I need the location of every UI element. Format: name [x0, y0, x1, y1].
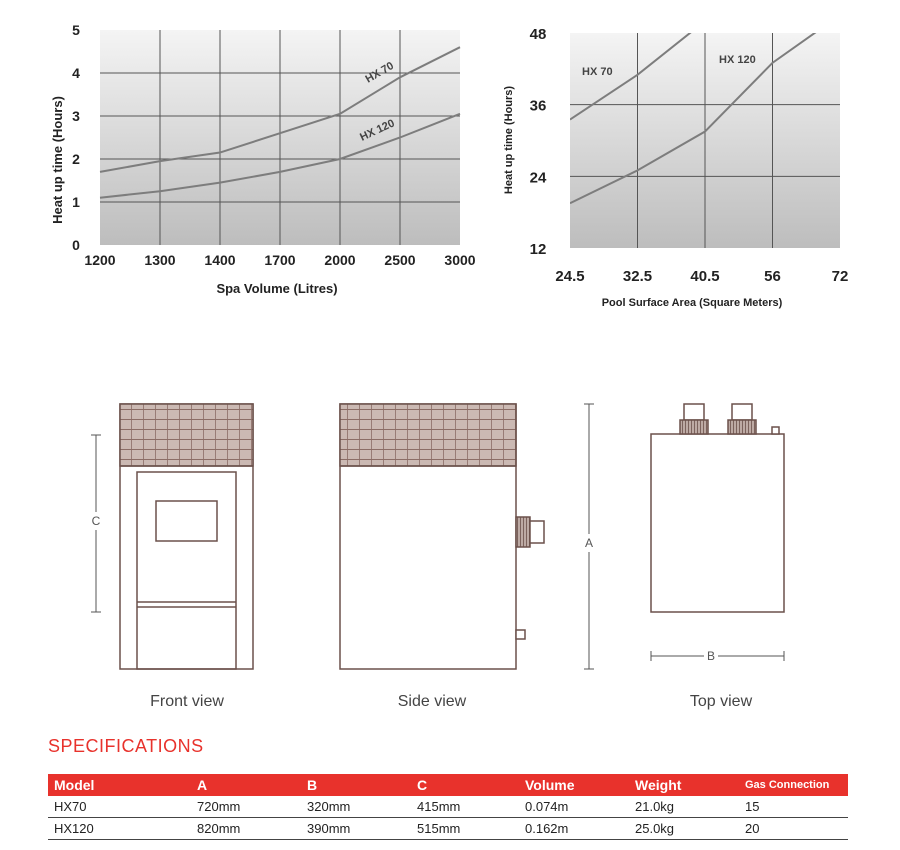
- y-tick-label: 1: [72, 194, 80, 210]
- cell-weight: 21.0kg: [629, 796, 739, 818]
- dimension-b: [651, 651, 784, 661]
- cell-a: 820mm: [191, 818, 301, 840]
- cell-c: 415mm: [411, 796, 519, 818]
- y-tick-label: 0: [72, 237, 80, 253]
- y-axis-label: Heat up time (Hours): [50, 96, 65, 224]
- cell-model: HX120: [48, 818, 191, 840]
- side-view-caption: Side view: [397, 693, 467, 710]
- y-tick-label: 12: [529, 241, 547, 258]
- y-tick-label: 36: [529, 97, 547, 115]
- table-row: [48, 796, 848, 818]
- y-tick-label: 3: [72, 108, 80, 124]
- x-tick-label: 72: [831, 268, 849, 285]
- series-label-hx120: HX 120: [719, 54, 756, 66]
- x-tick-label: 56: [764, 268, 781, 285]
- x-tick-label: 1200: [84, 252, 116, 268]
- x-tick-label: 32.5: [622, 268, 653, 285]
- header-volume: Volume: [519, 774, 629, 796]
- x-axis-label: Pool Surface Area (Square Meters): [601, 297, 783, 309]
- cell-a: 720mm: [191, 796, 301, 818]
- header-gas-connection: Gas Connection: [739, 774, 848, 796]
- specifications-heading: SPECIFICATIONS: [48, 736, 204, 756]
- cell-c: 515mm: [411, 818, 519, 840]
- series-label-hx70: HX 70: [363, 59, 396, 86]
- y-tick-label: 48: [529, 26, 547, 43]
- series-label-hx120: HX 120: [358, 117, 397, 144]
- y-tick-label: 2: [72, 151, 80, 167]
- y-tick-label: 5: [72, 22, 80, 38]
- x-tick-label: 3000: [444, 252, 476, 268]
- cell-volume: 0.162m: [519, 818, 629, 840]
- x-tick-label: 1400: [204, 252, 236, 268]
- cell-model: HX70: [48, 796, 191, 818]
- spa-chart: [0, 0, 490, 305]
- y-tick-label: 24: [529, 169, 547, 187]
- y-tick-label: 4: [72, 65, 80, 81]
- pool-chart: [490, 0, 900, 320]
- top-view-caption: Top view: [689, 693, 753, 710]
- technical-drawings: [0, 390, 900, 720]
- dimension-c-label: C: [91, 514, 101, 528]
- front-view: [120, 404, 253, 669]
- side-view: [340, 404, 544, 669]
- x-tick-label: 1700: [264, 252, 296, 268]
- x-axis-label: Spa Volume (Litres): [216, 281, 338, 296]
- dimension-a-label: A: [584, 536, 594, 550]
- x-tick-label: 1300: [144, 252, 176, 268]
- front-view-caption: Front view: [150, 693, 224, 710]
- header-a: A: [191, 774, 301, 796]
- x-tick-label: 24.5: [555, 268, 585, 285]
- header-c: C: [411, 774, 519, 796]
- table-header-row: [48, 774, 848, 796]
- cell-gas-connection: 15: [739, 796, 848, 818]
- cell-gas-connection: 20: [739, 818, 848, 840]
- cell-weight: 25.0kg: [629, 818, 739, 840]
- x-tick-label: 2500: [384, 252, 416, 268]
- table-row: [48, 818, 848, 840]
- cell-volume: 0.074m: [519, 796, 629, 818]
- cell-b: 390mm: [301, 818, 411, 840]
- y-axis-label: Heat up time (Hours): [503, 85, 515, 195]
- top-view: [651, 404, 784, 612]
- specifications-table: [48, 774, 848, 840]
- x-tick-label: 40.5: [690, 268, 720, 285]
- x-tick-label: 2000: [324, 252, 356, 268]
- dimension-b-label: B: [706, 649, 716, 663]
- series-label-hx70: HX 70: [582, 66, 613, 78]
- cell-b: 320mm: [301, 796, 411, 818]
- header-weight: Weight: [629, 774, 739, 796]
- header-b: B: [301, 774, 411, 796]
- header-model: Model: [48, 774, 191, 796]
